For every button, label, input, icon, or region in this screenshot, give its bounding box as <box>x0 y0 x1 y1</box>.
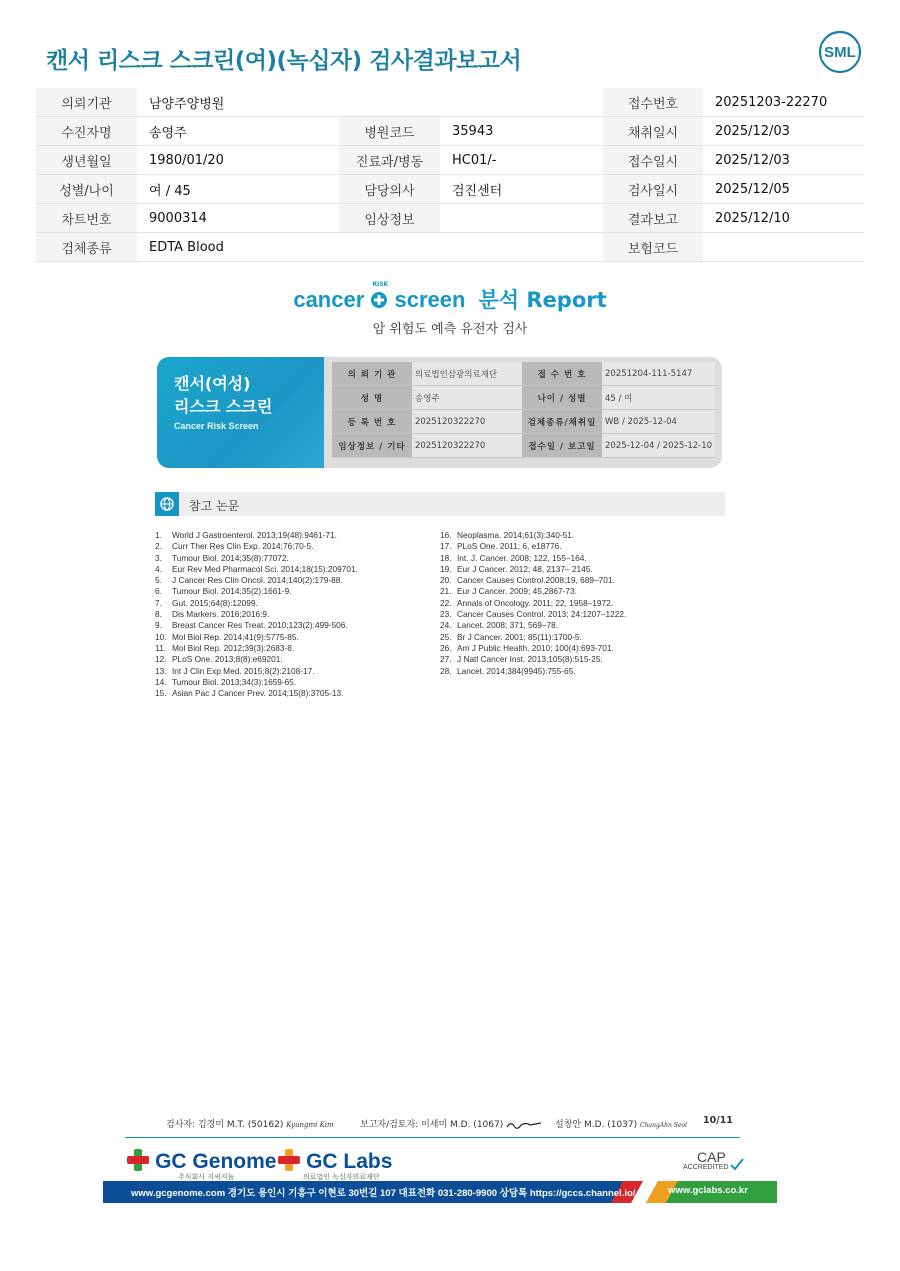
reference-item <box>440 541 626 552</box>
gc-genome-logo <box>126 1148 276 1182</box>
cancer-risk-screen-logo <box>0 281 900 314</box>
info-label: 접수일시 <box>603 146 703 175</box>
reference-number: 19. <box>440 563 452 574</box>
reference-text: Eur J Cancer. 2012; 48, 2137– 2145. <box>457 563 593 574</box>
reference-number: 24. <box>440 620 452 631</box>
reference-text: J Cancer Res Clin Oncol. 2014;140(2):179-88. <box>172 575 343 586</box>
reference-text: World J Gastroenterol. 2013;19(48):9461-71. <box>172 530 337 540</box>
card-value: 20251204-111-5147 <box>602 362 715 386</box>
reference-text: Gut. 2015;64(8):12099. <box>172 597 258 608</box>
reference-number: 21. <box>440 586 452 597</box>
reference-number: 14. <box>155 676 167 687</box>
info-value: 20251203-22270 <box>703 88 864 117</box>
page-number: 10/11 <box>703 1115 733 1126</box>
reference-text: PLoS One. 2013;8(8):e69201. <box>172 654 283 665</box>
reference-number: 27. <box>440 654 452 665</box>
info-value: 2025/12/10 <box>703 204 864 233</box>
reference-item <box>155 609 358 620</box>
card-label: 의 뢰 기 관 <box>332 362 412 386</box>
info-label: 임상정보 <box>339 204 440 233</box>
info-label: 채취일시 <box>603 117 703 146</box>
gc-labs-name: GC Labs <box>306 1150 393 1173</box>
info-value: 송영주 <box>137 117 339 146</box>
info-row <box>36 117 864 146</box>
cap-text: CAP <box>697 1149 726 1165</box>
card-row <box>332 362 715 386</box>
card-title-en: Cancer Risk Screen <box>174 421 259 431</box>
card-value: 2025120322270 <box>412 410 522 434</box>
info-label: 차트번호 <box>36 204 137 233</box>
gc-genome-sub: 주식회사 지씨지놈 <box>178 1173 235 1181</box>
gc-genome-name: GC Genome <box>155 1150 277 1173</box>
card-row <box>332 386 715 410</box>
page-title: 캔서 리스크 스크린(여)(녹십자) 검사결과보고서 <box>46 48 522 74</box>
card-info-table <box>332 362 715 458</box>
reference-item <box>155 586 358 597</box>
card-row <box>332 434 715 458</box>
info-value: 1980/01/20 <box>137 146 339 175</box>
references-list-left <box>155 530 358 699</box>
info-value <box>440 233 603 262</box>
reference-text: Asian Pac J Cancer Prev. 2014;15(8):3705-13. <box>172 688 344 699</box>
info-label: 의뢰기관 <box>36 88 137 117</box>
reference-item <box>440 598 626 609</box>
plus-circle-icon <box>369 281 389 309</box>
card-label: 등 록 번 호 <box>332 410 412 434</box>
reference-text: Int J Clin Exp Med. 2015;8(2):2108-17. <box>172 665 315 676</box>
info-value: 35943 <box>440 117 603 146</box>
references-list-right <box>440 530 626 677</box>
card-label: 성 명 <box>332 386 412 410</box>
card-value: WB / 2025-12-04 <box>602 410 715 434</box>
reference-text: Mol Biol Rep. 2014;41(9):5775-85. <box>172 631 299 642</box>
reference-number: 2. <box>155 541 162 552</box>
info-value: EDTA Blood <box>137 233 339 262</box>
reference-item <box>155 530 358 541</box>
info-value <box>703 233 864 262</box>
reference-number: 28. <box>440 665 452 676</box>
gc-labs-logo <box>277 1148 392 1182</box>
reference-item <box>155 666 358 677</box>
reference-text: Lancet. 2014;384(9945):755-65. <box>457 665 576 676</box>
info-label: 수진자명 <box>36 117 137 146</box>
reference-text: Tumour Biol. 2014;35(8):77072. <box>172 552 289 563</box>
info-label: 성별/나이 <box>36 175 137 204</box>
brand-risk: RISK <box>372 281 389 288</box>
gc-cross-icon <box>126 1148 150 1172</box>
card-title-1: 캔서(여성) <box>174 374 251 393</box>
reporter-name: 보고자/검토자: 이세미 M.D. (1067) <box>360 1120 504 1130</box>
card-label: 나이 / 성별 <box>522 386 602 410</box>
reference-item <box>155 654 358 665</box>
reference-number: 20. <box>440 575 452 586</box>
reference-item <box>155 620 358 631</box>
gc-labs-sub: 의료법인 녹십자의료재단 <box>303 1173 380 1181</box>
info-label <box>339 233 440 262</box>
reference-item <box>155 575 358 586</box>
info-row <box>36 233 864 262</box>
info-label: 검체종류 <box>36 233 137 262</box>
brand-screen: screen <box>394 287 466 312</box>
reference-number: 4. <box>155 563 162 574</box>
reference-text: J Natl Cancer Inst. 2013;105(8):515-25. <box>457 654 603 665</box>
report-subtitle: 암 위험도 예측 유전자 검사 <box>372 322 528 337</box>
tester-line <box>166 1117 334 1130</box>
card-label: 임상정보 / 기타 <box>332 434 412 458</box>
card-value: 2025120322270 <box>412 434 522 458</box>
reference-text: PLoS One. 2011; 6, e18776. <box>457 541 562 552</box>
card-label: 접수일 / 보고일 <box>522 434 602 458</box>
card-value: 송영주 <box>412 386 522 410</box>
reference-text: Tumour Biol. 2014;35(2):1661-9. <box>172 586 292 597</box>
reference-item <box>155 677 358 688</box>
info-label: 결과보고 <box>603 204 703 233</box>
reporter2-name: 설창안 M.D. (1037) <box>555 1120 638 1130</box>
reference-number: 23. <box>440 609 452 620</box>
reference-number: 16. <box>440 530 452 540</box>
card-row <box>332 410 715 434</box>
brand-report: 분석 Report <box>478 288 607 312</box>
reference-text: Dis Markers. 2016;2016:9. <box>172 609 270 620</box>
reference-text: Br J Cancer. 2001; 85(11):1700-5. <box>457 631 582 642</box>
info-value: 9000314 <box>137 204 339 233</box>
globe-icon <box>155 492 179 516</box>
reference-number: 10. <box>155 631 167 642</box>
reference-text: Neoplasma. 2014;61(3):340-51. <box>457 530 575 540</box>
reference-text: Cancer Causes Control. 2013; 24:1207–1222. <box>457 609 627 620</box>
reference-text: Eur J Cancer. 2009; 45,2867-73. <box>457 586 577 597</box>
reference-item <box>440 575 626 586</box>
reference-item <box>440 564 626 575</box>
reference-item <box>155 598 358 609</box>
info-row <box>36 204 864 233</box>
card-value: 2025-12-04 / 2025-12-10 <box>602 434 715 458</box>
reference-number: 6. <box>155 586 162 597</box>
reference-item <box>155 541 358 552</box>
reference-number: 17. <box>440 541 452 552</box>
reference-number: 5. <box>155 575 162 586</box>
info-label: 진료과/병동 <box>339 146 440 175</box>
info-value: 검진센터 <box>440 175 603 204</box>
info-row <box>36 146 864 175</box>
card-label: 접 수 번 호 <box>522 362 602 386</box>
checkmark-icon <box>730 1157 744 1171</box>
references-heading: 참고 논문 <box>189 499 240 513</box>
info-label: 접수번호 <box>603 88 703 117</box>
info-value: 2025/12/03 <box>703 117 864 146</box>
reporter-line <box>360 1117 542 1130</box>
reference-number: 13. <box>155 665 167 676</box>
reference-number: 7. <box>155 597 162 608</box>
reference-item <box>440 632 626 643</box>
reference-number: 11. <box>155 642 166 653</box>
footer-bar <box>103 1181 777 1203</box>
info-label: 병원코드 <box>339 117 440 146</box>
reference-item <box>440 654 626 665</box>
brand-cancer: cancer <box>293 287 365 312</box>
reference-number: 18. <box>440 552 452 563</box>
reference-text: Int. J. Cancer. 2008; 122, 155–164. <box>457 552 587 563</box>
cap-sub: ACCREDITED <box>683 1164 729 1171</box>
reference-number: 9. <box>155 620 162 631</box>
info-row <box>36 175 864 204</box>
patient-info-table <box>36 88 864 262</box>
info-value <box>440 88 603 117</box>
reference-text: Lancet. 2008; 371, 569–78. <box>457 620 559 631</box>
reference-text: Curr Ther Res Clin Exp. 2014;76:70-5. <box>172 541 314 552</box>
reference-text: Eur Rev Med Pharmacol Sci. 2014;18(15):209701. <box>172 563 358 574</box>
reference-text: Am J Public Health. 2010; 100(4):693-701. <box>457 642 614 653</box>
card-label: 검체종류/채취일 <box>522 410 602 434</box>
cap-accredited-logo <box>683 1149 745 1179</box>
footer-address: www.gcgenome.com 경기도 용인시 기흥구 이현로 30번길 107 대표전화 031-280-9900 상담톡 https://gccs.channel.io/ <box>131 1188 636 1199</box>
reference-item <box>155 564 358 575</box>
reference-number: 25. <box>440 631 452 642</box>
card-title-2: 리스크 스크린 <box>174 397 273 416</box>
info-label <box>339 88 440 117</box>
info-value: 여 / 45 <box>137 175 339 204</box>
reference-item <box>440 666 626 677</box>
reference-item <box>440 530 626 541</box>
tester-name: 검사자: 김경미 M.T. (50162) <box>166 1120 284 1130</box>
info-label: 검사일시 <box>603 175 703 204</box>
reference-number: 15. <box>155 688 167 699</box>
reference-item <box>155 688 358 699</box>
footer-website: www.gclabs.co.kr <box>668 1185 748 1196</box>
info-value: 2025/12/05 <box>703 175 864 204</box>
reference-item <box>155 632 358 643</box>
reporter2-signature: ChangAhn Seol <box>640 1122 687 1129</box>
reference-number: 12. <box>155 654 167 665</box>
reference-item <box>440 586 626 597</box>
reference-number: 22. <box>440 597 452 608</box>
references-header <box>155 492 725 516</box>
reference-text: Tumour Biol. 2013;34(3):1659-65. <box>172 676 297 687</box>
reference-text: Annals of Oncology. 2011; 22, 1958–1972. <box>457 597 614 608</box>
info-value: 남양주양병원 <box>137 88 339 117</box>
sml-logo <box>818 30 862 74</box>
sml-logo-text: SML <box>824 44 856 61</box>
gc-cross-icon <box>277 1148 301 1172</box>
reporter2-line <box>555 1117 687 1130</box>
reference-item <box>440 553 626 564</box>
reference-item <box>155 553 358 564</box>
info-row <box>36 88 864 117</box>
info-value: 2025/12/03 <box>703 146 864 175</box>
reporter-signature <box>506 1120 542 1130</box>
card-value: 45 / 여 <box>602 386 715 410</box>
reference-number: 8. <box>155 609 162 620</box>
info-label: 담당의사 <box>339 175 440 204</box>
reference-item <box>440 643 626 654</box>
info-value <box>440 204 603 233</box>
reference-number: 1. <box>155 530 162 540</box>
reference-text: Cancer Causes Control.2008;19, 689–701. <box>457 575 615 586</box>
reference-number: 3. <box>155 552 162 563</box>
tester-signature: Kyungmi Kim <box>286 1121 334 1129</box>
reference-item <box>440 609 626 620</box>
footer-divider <box>125 1137 740 1138</box>
info-value: HC01/- <box>440 146 603 175</box>
card-value: 의료법인삼광의료재단 <box>412 362 522 386</box>
card-banner <box>157 357 324 468</box>
reference-number: 26. <box>440 642 452 653</box>
info-label: 생년월일 <box>36 146 137 175</box>
reference-item <box>155 643 358 654</box>
summary-card <box>157 357 722 468</box>
info-label: 보험코드 <box>603 233 703 262</box>
reference-text: Breast Cancer Res Treat. 2010;123(2):499-506. <box>172 620 348 631</box>
reference-text: Mol Biol Rep. 2012;39(3):2683-8. <box>172 642 295 653</box>
reference-item <box>440 620 626 631</box>
